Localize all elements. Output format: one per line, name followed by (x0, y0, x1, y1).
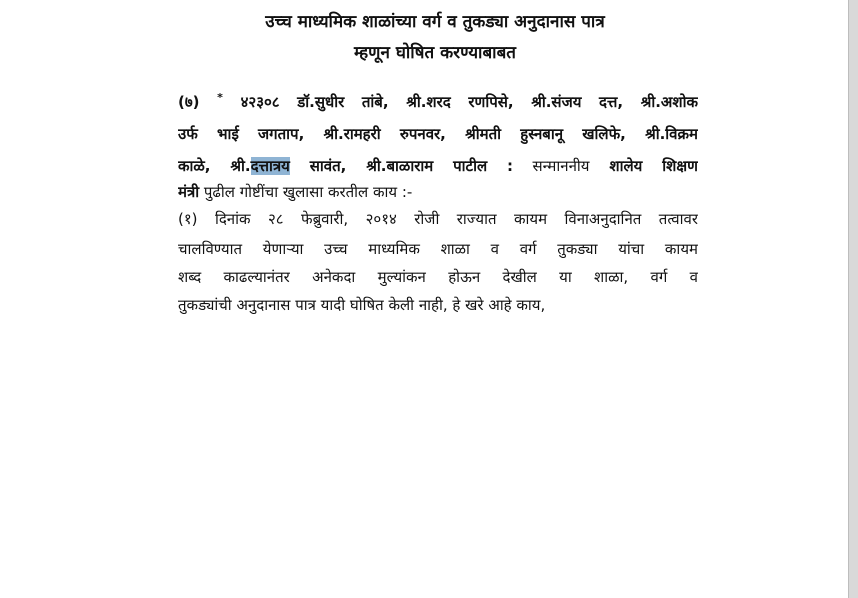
part-1-line-4: तुकड्यांची अनुदानास पात्र यादी घोषित केली नाही, हे खरे आहे काय, (178, 296, 546, 314)
addressee-honorific: सन्माननीय (513, 157, 590, 175)
document-title-line-2: म्हणून घोषित करण्याबाबत (354, 43, 516, 63)
question-line-1 (178, 91, 698, 115)
addressee-department: शालेय शिक्षण (589, 157, 698, 175)
starred-question-mark: * (217, 91, 223, 104)
document-title-line-1: उच्च माध्यमिक शाळांच्या वर्ग व तुकड्या अनुदानास पात्र (265, 12, 605, 32)
part-1-line-1: (१) दिनांक २८ फेब्रुवारी, २०१४ रोजी राज्यात कायम विनाअनुदानित तत्वावर (178, 210, 698, 228)
question-line-2: उर्फ भाई जगताप, श्री.रामहरी रुपनवर, श्रीमती हुस्नबानू खलिफे, श्री.विक्रम (178, 125, 698, 143)
minister-label: मंत्री (178, 183, 200, 201)
question-line-3 (178, 155, 698, 177)
question-id-and-members: ४२३०८ डॉ.सुधीर तांबे, श्री.शरद रणपिसे, श्री.संजय दत्त, श्री.अशोक (240, 93, 698, 111)
part-1-line-3: शब्द काढल्यानंतर अनेकदा मुल्यांकन होऊन देखील या शाळा, वर्ग व (178, 268, 698, 286)
question-line-4 (178, 181, 698, 203)
members-line-3-prefix: काळे, श्री. (178, 157, 251, 175)
part-1-line-2: चालविण्यात येणाऱ्या उच्च माध्यमिक शाळा व वर्ग तुकड्या यांचा कायम (178, 240, 698, 258)
minister-request: पुढील गोष्टींचा खुलासा करतील काय :- (199, 183, 413, 201)
question-number: (७) (178, 93, 200, 111)
window-right-edge (848, 0, 858, 598)
members-line-3-suffix: सावंत, श्री.बाळाराम पाटील : (289, 157, 514, 175)
selected-text-highlight[interactable]: दत्तात्रय (250, 157, 290, 175)
